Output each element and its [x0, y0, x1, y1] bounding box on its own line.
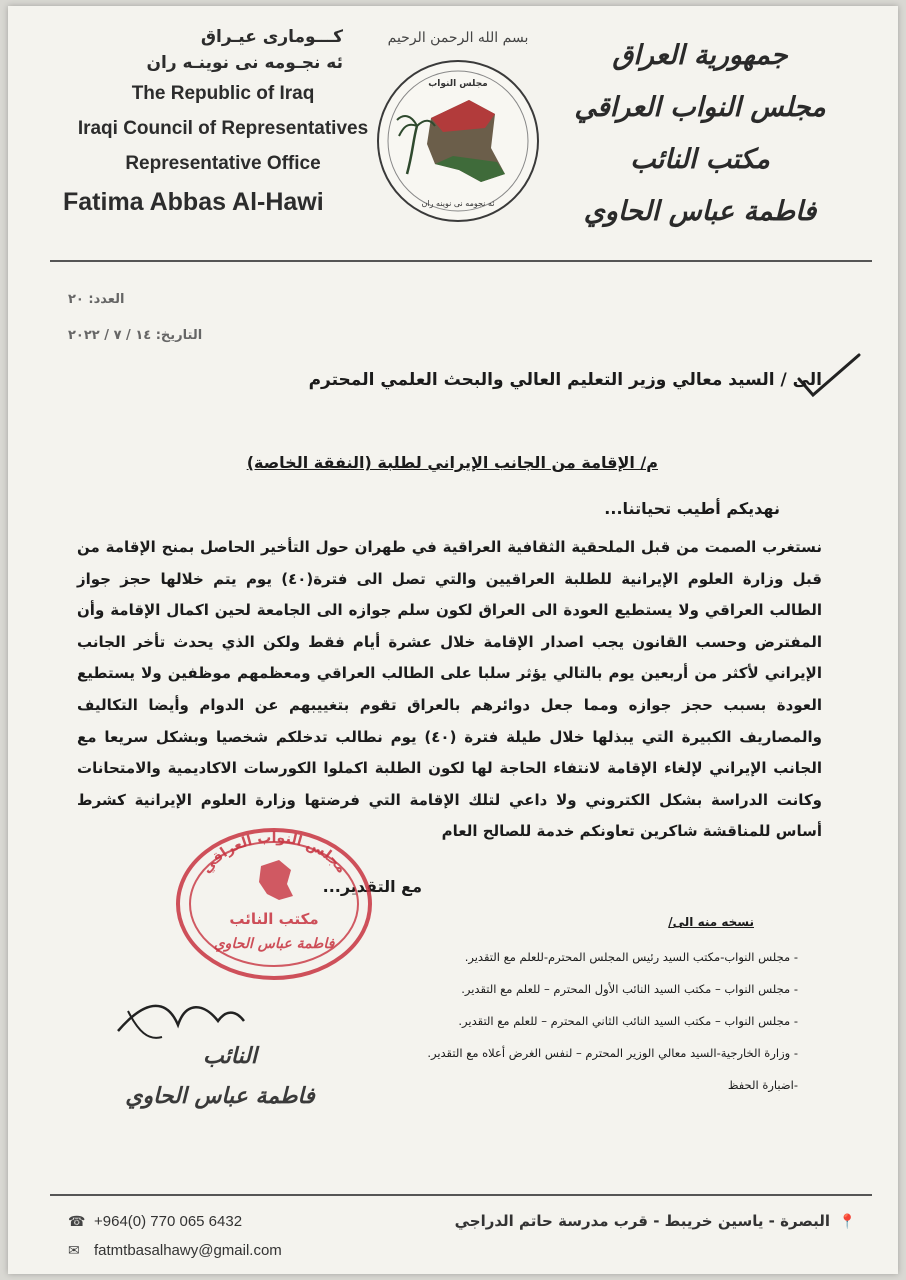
letter-date: التاريخ: ١٤ / ٧ / ٢٠٢٢ — [68, 328, 203, 343]
council-logo-icon — [373, 56, 543, 226]
logo-top-text: مجلس النواب — [428, 79, 488, 89]
header-logo-block — [353, 24, 563, 226]
cc-item: - وزارة الخارجية-السيد معالي الوزير المحترم – لنفس الغرض أعلاه مع التقدير. — [427, 1046, 798, 1060]
stamp-line2: فاطمة عباس الحاوي — [213, 936, 335, 952]
header-republic: The Republic of Iraq — [131, 83, 315, 104]
signature — [108, 991, 328, 1131]
letter-number: العدد: ٢٠ — [68, 292, 125, 307]
logo-bottom-text: ئه نجومه نى نوينه ران — [421, 199, 495, 208]
signature-title: النائب — [203, 1043, 257, 1069]
official-stamp — [169, 822, 379, 982]
header-name-en: Fatima Abbas Al-Hawi — [63, 188, 324, 216]
cc-item: - مجلس النواب – مكتب السيد النائب الأول المحترم – للعلم مع التقدير. — [461, 982, 798, 996]
header-council: Iraqi Council of Representatives — [77, 118, 369, 139]
header-ar-name: فاطمة عباس الحاوي — [583, 196, 817, 227]
letter-page — [8, 6, 898, 1274]
recipient-line: الى / السيد معالي وزير التعليم العالي والبحث العلمي المحترم — [308, 370, 822, 390]
footer-address — [455, 1212, 856, 1230]
greeting: نهديكم أطيب تحياتنا... — [604, 499, 780, 518]
letter-body: نستغرب الصمت من قبل الملحقية الثقافية العراقية في طهران حول التأخير الحاصل بمنح الإقامة من قبل وزارة العلوم الإيرانية للطلبة العراقيين والتي تصل الى فترة(٤٠) يوم يتم خلالها حجز جواز الطالب العراقي ولا يستطيع العودة الى العراق لكون سلم جوازه الى الجامعة لحين اكمال الإقامة وأن المفترض وحسب القانون يجب اصدار الإقامة خلال عشرة أيام فقط ولكن الذي يحدث تأخر الجانب الإيراني لأكثر من أربعين يوم بالتالي يؤثر سلبا على الطالب العراقي ومعظمهم موظفين ولا يستطيع العودة بسبب حجز جوازه ومما جعل دوائرهم بالعراق تقوم بتغييبهم عن الدوام وأيضا التكاليف والمصاريف الكبيرة التي يبذلها خلال طيلة فترة (٤٠) يوم نطالب تدخلكم شخصيا وبشكل سريعا مع الجانب الإيراني لإلغاء الإقامة لانتفاء الحاجة لها لكون الطلبة اكملوا الكورسات الاكاديمية والامتحانات وكانت الدراسة بشكل الكتروني ولا داعي لتلك الإقامة التي فرضتها وزارة العلوم الإيرانية كشرط أساس للمناقشة شاكرين تعاونكم خدمة للصالح العام — [77, 538, 823, 841]
cc-title: نسخه منه الى/ — [668, 915, 754, 929]
iraq-map-icon — [259, 860, 293, 900]
header-ar-council: مجلس النواب العراقي — [574, 92, 826, 123]
basmala: بسم الله الرحمن الرحيم — [387, 30, 529, 46]
footer-email — [68, 1242, 282, 1259]
signature-name: فاطمة عباس الحاوي — [125, 1083, 315, 1109]
cc-item: - مجلس النواب-مكتب السيد رئيس المجلس المحترم-للعلم مع التقدير. — [464, 950, 798, 964]
footer-address-text: البصرة - ياسين خريبط - قرب مدرسة حاتم الدراجي — [454, 1212, 830, 1230]
footer-email-text: fatmtbasalhawy@gmail.com — [94, 1242, 282, 1259]
stamp-ring-text: مجلس النواب العراقي — [198, 829, 350, 877]
cc-item: - مجلس النواب – مكتب السيد النائب الثاني المحترم – للعلم مع التقدير. — [458, 1014, 798, 1028]
header-kurdish-line1: كـــوماری عيـراق — [200, 27, 343, 47]
footer-phone-text: +964(0) 770 065 6432 — [94, 1213, 243, 1230]
header-ar-office: مكتب النائب — [630, 144, 770, 175]
footer-divider — [50, 1194, 872, 1196]
email-icon: ✉ — [68, 1242, 80, 1258]
cc-list — [368, 941, 798, 1101]
header-office: Representative Office — [125, 153, 321, 174]
cc-item: -اضبارة الحفظ — [727, 1078, 798, 1092]
header-kurdish-line2: ئه نجـومه نی نوينـه ران — [146, 53, 343, 73]
header-arabic — [550, 30, 850, 238]
header-ar-republic: جمهورية العراق — [612, 40, 788, 71]
header-english — [63, 24, 383, 220]
subject-line: م/ الإقامة من الجانب الإيراني لطلبة (النفقة الخاصة) — [246, 453, 658, 472]
stamp-line1: مكتب النائب — [229, 910, 319, 928]
footer-phone — [68, 1213, 242, 1230]
header-divider — [50, 260, 872, 262]
location-pin-icon: 📍 — [838, 1214, 856, 1230]
phone-icon: ☎ — [68, 1213, 86, 1229]
closing-regards: مع التقدير... — [322, 877, 422, 896]
